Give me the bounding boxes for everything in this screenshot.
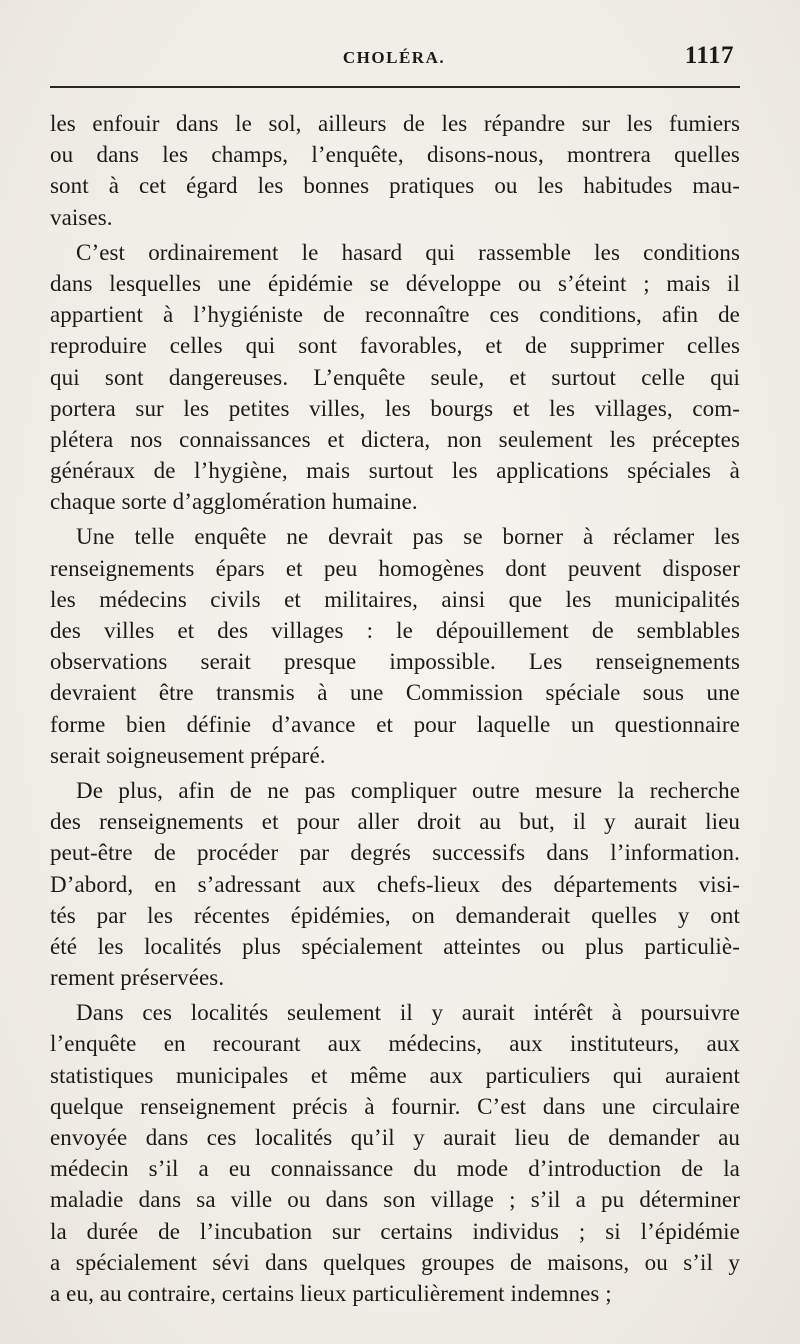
text-line: dans lesquelles une épidémie se développe ou s’éteint ; mais il bbox=[50, 270, 740, 296]
text-line: des villes et des villages : le dépouillement de semblables bbox=[50, 618, 740, 643]
text-line: qui sont dangereuses. L’enquête seule, et surtout celle qui bbox=[50, 364, 740, 390]
text-line: devraient être transmis à une Commission spéciale sous une bbox=[50, 680, 740, 706]
text-line: été les localités plus spécialement atteintes ou plus particuliè- bbox=[50, 933, 740, 959]
running-head bbox=[50, 40, 738, 80]
text-line: les médecins civils et militaires, ainsi que les municipalités bbox=[50, 586, 740, 612]
text-line: l’enquête en recourant aux médecins, aux instituteurs, aux bbox=[50, 1031, 740, 1057]
text-line: quelque renseignement précis à fournir. C’est dans une circulaire bbox=[50, 1093, 740, 1119]
paragraph bbox=[50, 997, 740, 1309]
text-line: la durée de l’incubation sur certains individus ; si l’épidémie bbox=[50, 1218, 740, 1244]
body-text bbox=[50, 108, 740, 1309]
text-line: appartient à l’hygiéniste de reconnaître ces conditions, afin de bbox=[50, 302, 740, 328]
text-line: rement préservées. bbox=[50, 965, 225, 991]
text-line: D’abord, en s’adressant aux chefs-lieux des départements visi- bbox=[50, 871, 740, 897]
text-line: C’est ordinairement le hasard qui rassemble les conditions bbox=[76, 239, 740, 265]
text-line: chaque sorte d’agglomération humaine. bbox=[50, 489, 418, 515]
text-line: peut-être de procéder par degrés successifs dans l’information. bbox=[50, 840, 740, 866]
text-line: reproduire celles qui sont favorables, et de supprimer celles bbox=[50, 333, 740, 359]
text-line: forme bien définie d’avance et pour laquelle un questionnaire bbox=[50, 711, 740, 737]
paragraph bbox=[50, 775, 740, 993]
running-title: CHOLÉRA. bbox=[342, 48, 446, 67]
text-line: vaises. bbox=[50, 204, 113, 230]
text-line: observations serait presque impossible. Les renseignements bbox=[50, 649, 740, 675]
text-line: ou dans les champs, l’enquête, disons-nous, montrera quelles bbox=[50, 142, 740, 168]
text-line: Une telle enquête ne devrait pas se borner à réclamer les bbox=[76, 524, 740, 550]
text-line: statistiques municipales et même aux particuliers qui auraient bbox=[50, 1062, 740, 1088]
text-line: tés par les récentes épidémies, on demanderait quelles y ont bbox=[50, 902, 740, 928]
paragraph bbox=[50, 237, 740, 518]
paragraph bbox=[50, 521, 740, 771]
text-line: généraux de l’hygiène, mais surtout les applications spéciales à bbox=[50, 458, 740, 484]
text-line: médecin s’il a eu connaissance du mode d’introduction de la bbox=[50, 1156, 740, 1182]
header-rule bbox=[50, 86, 740, 88]
text-line: a eu, au contraire, certains lieux particulièrement indemnes ; bbox=[50, 1280, 612, 1306]
text-line: maladie dans sa ville ou dans son village ; s’il a pu déterminer bbox=[50, 1187, 740, 1213]
text-line: De plus, afin de ne pas compliquer outre mesure la recherche bbox=[76, 777, 740, 803]
text-line: Dans ces localités seulement il y aurait intérêt à poursuivre bbox=[76, 1000, 740, 1026]
text-line: serait soigneusement préparé. bbox=[50, 742, 326, 768]
text-line: envoyée dans ces localités qu’il y aurait lieu de demander au bbox=[50, 1125, 740, 1150]
text-line: des renseignements et pour aller droit au but, il y aurait lieu bbox=[50, 809, 740, 835]
text-line: a spécialement sévi dans quelques groupes de maisons, ou s’il y bbox=[50, 1249, 740, 1275]
text-line: renseignements épars et peu homogènes dont peuvent disposer bbox=[50, 555, 740, 581]
text-line: sont à cet égard les bonnes pratiques ou les habitudes mau- bbox=[50, 173, 740, 199]
text-line: les enfouir dans le sol, ailleurs de les répandre sur les fumiers bbox=[50, 111, 740, 136]
page-number: 1117 bbox=[684, 42, 734, 69]
paragraph bbox=[50, 108, 740, 233]
text-line: portera sur les petites villes, les bourgs et les villages, com- bbox=[50, 395, 740, 421]
text-line: plétera nos connaissances et dictera, non seulement les préceptes bbox=[50, 426, 740, 452]
